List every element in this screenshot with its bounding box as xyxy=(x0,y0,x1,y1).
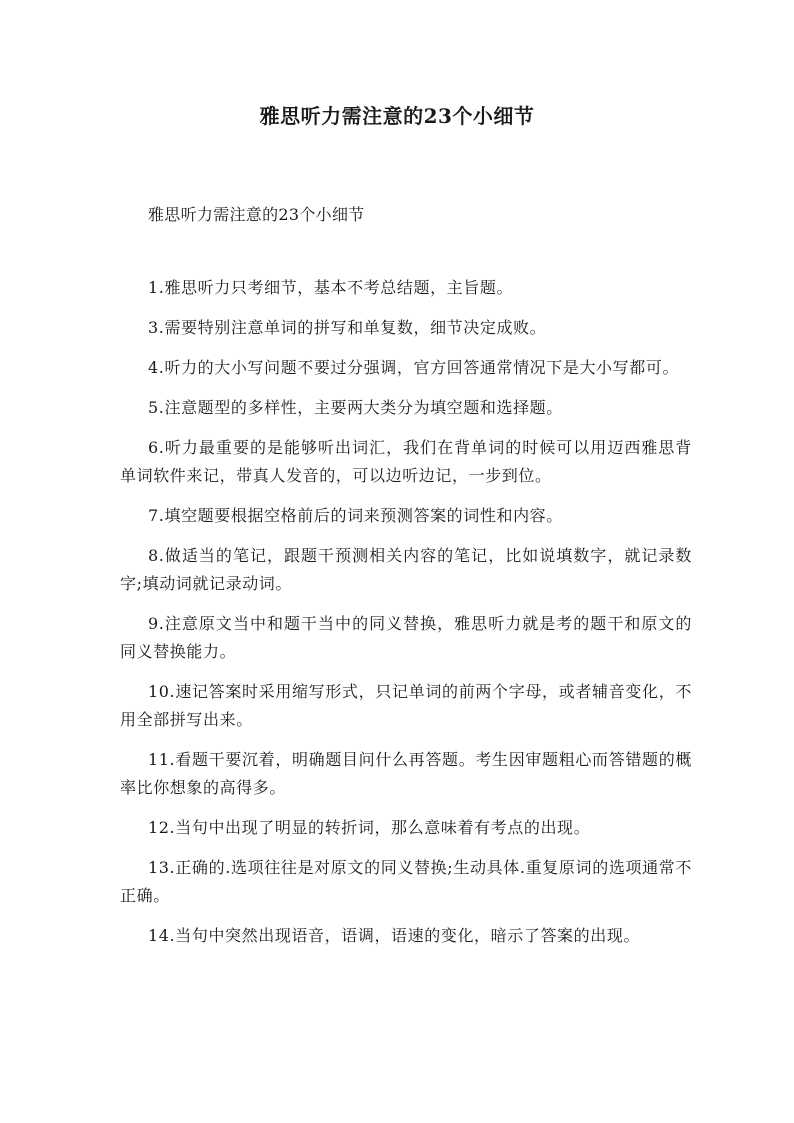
tip-item: 14.当句中突然出现语音，语调，语速的变化，暗示了答案的出现。 xyxy=(148,926,641,945)
tip-item: 8.做适当的笔记，跟题干预测相关内容的笔记，比如说填数字，就记录数字;填动词就记录动词。 xyxy=(120,546,692,593)
tips-list xyxy=(120,274,692,962)
tip-item: 1.雅思听力只考细节，基本不考总结题，主旨题。 xyxy=(148,278,514,297)
tip-item: 3.需要特别注意单词的拼写和单复数，细节决定成败。 xyxy=(148,318,547,337)
document-subtitle: 雅思听力需注意的23个小细节 xyxy=(148,205,365,224)
tip-item: 12.当句中出现了明显的转折词，那么意味着有考点的出现。 xyxy=(148,818,591,837)
tip-item: 6.听力最重要的是能够听出词汇，我们在背单词的时候可以用迈西雅思背单词软件来记，带真人发音的，可以边听边记，一步到位。 xyxy=(120,438,692,485)
tip-item: 9.注意原文当中和题干当中的同义替换，雅思听力就是考的题干和原文的同义替换能力。 xyxy=(120,614,692,661)
tip-item: 11.看题干要沉着，明确题目问什么再答题。考生因审题粗心而答错题的概率比你想象的高得多。 xyxy=(120,750,692,797)
tip-item: 10.速记答案时采用缩写形式，只记单词的前两个字母，或者辅音变化，不用全部拼写出来。 xyxy=(120,682,692,729)
tip-item: 13.正确的.选项往往是对原文的同义替换;生动具体.重复原词的选项通常不正确。 xyxy=(120,858,692,905)
document-title: 雅思听力需注意的23个小细节 xyxy=(259,104,535,128)
tip-item: 7.填空题要根据空格前后的词来预测答案的词性和内容。 xyxy=(148,506,563,525)
tip-item: 4.听力的大小写问题不要过分强调，官方回答通常情况下是大小写都可。 xyxy=(148,358,680,377)
tip-item: 5.注意题型的多样性，主要两大类分为填空题和选择题。 xyxy=(148,398,563,417)
